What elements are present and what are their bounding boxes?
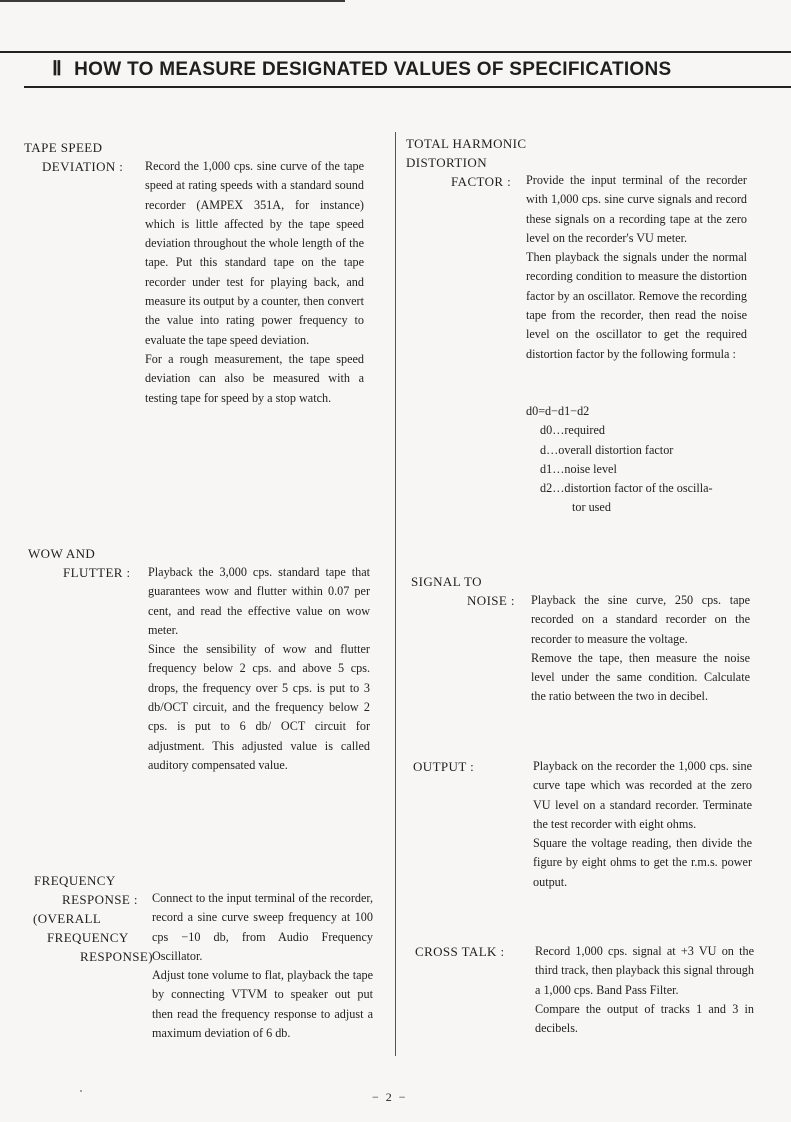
wow-flutter-description [148, 563, 370, 775]
freq-response-label-line2: RESPONSE : [62, 892, 138, 907]
output-description [533, 757, 752, 892]
thd-def-d2-line2: tor used [572, 500, 611, 515]
thd-paragraph-1: Provide the input terminal of the recorder with 1,000 cps. sine curve signals and record these signals on a recording tape at the zero level on the recorder's VU meter. [526, 173, 747, 245]
cross-talk-paragraph-1: Record 1,000 cps. signal at +3 VU on the third track, then playback this signal through a 1,000 cps. Band Pass Filter. [535, 944, 754, 997]
output-label: OUTPUT : [413, 759, 475, 774]
thd-def-d0: d0…required [540, 423, 605, 438]
thd-label-line1: TOTAL HARMONIC [406, 136, 527, 151]
freq-response-label-line5: RESPONSE) [80, 949, 153, 964]
thd-def-d2-line1: d2…distortion factor of the oscilla- [540, 481, 713, 496]
cross-talk-paragraph-2: Compare the output of tracks 1 and 3 in decibels. [535, 1001, 754, 1036]
snr-paragraph-1: Playback the sine curve, 250 cps. tape recorded on a standard recorder on the recorder to measure the voltage. [531, 593, 750, 646]
tape-speed-label-line2: DEVIATION : [42, 159, 124, 174]
wow-flutter-paragraph-1: Playback the 3,000 cps. standard tape that guarantees wow and flutter within 0.07 per cent, and read the effective value on wow meter. [148, 565, 370, 637]
header-top-rule [0, 51, 791, 53]
tape-speed-description [145, 157, 364, 408]
wow-flutter-paragraph-2: Since the sensibility of wow and flutter frequency below 2 cps. and above 5 cps. drops, the frequency over 5 cps. is put to 3 db/OCT circuit, and the frequency below 2 cps. is put to 6 db/ OCT circuit for adjustment. This adjusted value is called auditory compensated value. [148, 642, 370, 772]
freq-response-paragraph-1: Connect to the input terminal of the recorder, record a sine curve sweep frequency at 100 cps −10 db, from Audio Frequency Oscillator. [152, 891, 373, 963]
output-paragraph-2: Square the voltage reading, then divide the figure by eight ohms to get the r.m.s. power output. [533, 836, 752, 889]
cross-talk-label: CROSS TALK : [415, 944, 505, 959]
freq-response-paragraph-2: Adjust tone volume to flat, playback the tape by connecting VTVM to speaker out put then read the frequency response to adjust a maximum deviation of 6 db. [152, 968, 373, 1041]
thd-def-d: d…overall distortion factor [540, 442, 674, 457]
snr-label-line2: NOISE : [467, 593, 515, 608]
section-title-text: HOW TO MEASURE DESIGNATED VALUES OF SPECIFICATIONS [74, 59, 672, 80]
freq-response-description [152, 889, 373, 1043]
thd-formula-block [526, 402, 713, 518]
snr-paragraph-2: Remove the tape, then measure the noise level under the same condition. Calculate the ratio between the two in decibel. [531, 650, 750, 704]
freq-response-label-line1: FREQUENCY [34, 873, 116, 888]
thd-label-line2: DISTORTION [406, 155, 487, 170]
wow-flutter-label-line1: WOW AND [28, 546, 96, 561]
freq-response-label-line3: (OVERALL [33, 911, 102, 926]
section-heading [52, 56, 672, 81]
wow-flutter-label-line2: FLUTTER : [63, 565, 131, 580]
page-number: − 2 − [372, 1090, 408, 1104]
thd-def-d1: d1…noise level [540, 461, 617, 476]
tape-speed-label-line1: TAPE SPEED [24, 140, 103, 155]
snr-label-line1: SIGNAL TO [411, 574, 482, 589]
snr-description [531, 591, 750, 707]
cross-talk-description [535, 942, 754, 1038]
tape-speed-paragraph-1: Record the 1,000 cps. sine curve of the tape speed at rating speeds with a standard sound recorder (AMPEX 351A, for instance) which is little affected by the tape speed deviation throughout the whole length of the tape. Put this standard tape on the tape recorder under test for playing back, and measure its output by a counter, then convert the value into rating power frequency to evaluate the tape speed deviation. [145, 159, 364, 347]
header-bottom-rule [24, 86, 791, 88]
thd-formula: d0=d−d1−d2 [526, 404, 590, 418]
column-divider [395, 132, 396, 1056]
thd-paragraph-2: Then playback the signals under the normal recording condition to measure the distortion factor by an oscillator. Remove the recording tape from the recorder, then read the noise level on the oscillator to get the required distortion factor by the following formula : [526, 250, 747, 361]
thd-description [526, 171, 747, 364]
thd-label-line3: FACTOR : [451, 174, 512, 189]
tape-speed-paragraph-2: For a rough measurement, the tape speed deviation can also be measured with a testing tape for speed by a stop watch. [145, 351, 364, 405]
output-paragraph-1: Playback on the recorder the 1,000 cps. sine curve tape which was recorded at the zero VU level on a standard recorder. Terminate the test recorder with eight ohms. [533, 759, 752, 831]
print-speck [80, 1090, 82, 1092]
section-numeral: Ⅱ [52, 58, 63, 80]
freq-response-label-line4: FREQUENCY [47, 930, 129, 945]
top-edge-rule [0, 0, 345, 2]
